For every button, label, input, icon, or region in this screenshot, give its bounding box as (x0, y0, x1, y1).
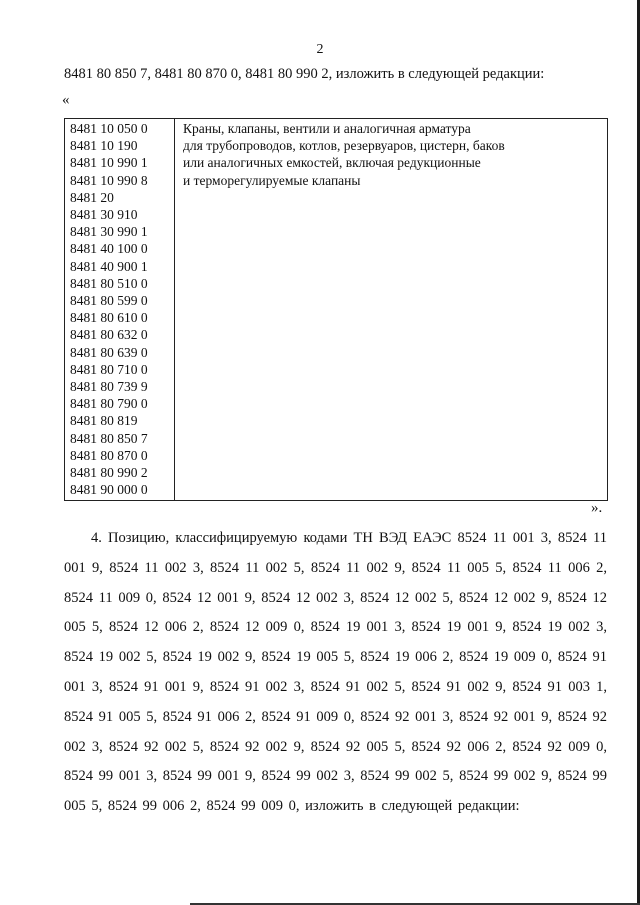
code-cell: 8481 40 900 1 (70, 258, 148, 274)
code-cell: 8481 80 510 0 (70, 275, 148, 291)
code-cell: 8481 10 990 8 (70, 172, 148, 188)
code-cell: 8481 80 850 7 (70, 430, 148, 446)
page-number: 2 (316, 42, 324, 57)
description-column (183, 120, 505, 189)
code-cell: 8481 40 100 0 (70, 241, 148, 257)
code-cell: 8481 80 632 0 (70, 327, 148, 343)
column-divider (174, 119, 175, 500)
code-cell: 8481 20 (70, 189, 114, 205)
code-cell: 8481 80 599 0 (70, 293, 148, 309)
code-cell: 8481 80 990 2 (70, 465, 148, 481)
code-cell: 8481 80 710 0 (70, 361, 148, 377)
description-line: для трубопроводов, котлов, резервуаров, цистерн, баков (183, 138, 505, 154)
code-table (64, 118, 608, 501)
close-quote: ». (591, 500, 603, 516)
code-cell: 8481 80 639 0 (70, 344, 148, 360)
intro-text: 8481 80 850 7, 8481 80 870 0, 8481 80 990 2, изложить в следующей редакции: (64, 66, 545, 82)
open-quote: « (62, 92, 70, 108)
code-cell: 8481 80 819 (70, 413, 138, 429)
description-line: или аналогичных емкостей, включая редукционные (183, 155, 481, 171)
code-column (70, 120, 148, 498)
code-cell: 8481 10 190 (70, 138, 138, 154)
code-cell: 8481 80 739 9 (70, 379, 148, 395)
description-line: и терморегулируемые клапаны (183, 172, 361, 188)
code-cell: 8481 10 990 1 (70, 155, 148, 171)
code-cell: 8481 30 910 (70, 207, 138, 223)
code-cell: 8481 80 870 0 (70, 447, 148, 463)
code-cell: 8481 30 990 1 (70, 224, 148, 240)
code-cell: 8481 80 610 0 (70, 310, 148, 326)
description-line: Краны, клапаны, вентили и аналогичная арматура (183, 121, 471, 136)
code-cell: 8481 80 790 0 (70, 396, 148, 412)
paragraph-4: 4. Позицию, классифицируемую кодами ТН ВЭД ЕАЭС 8524 11 001 3, 8524 11 001 9, 8524 11 002 3, 8524 11 002 5, 8524 11 002 9, 8524 11 005 5, 8524 11 006 2, 8524 11 009 0, 8524 12 001 9, 8524 12 002 3, 8524 12 002 5, 8524 12 002 9, 8524 12 005 5, 8524 12 006 2, 8524 12 009 0, 8524 19 001 3, 8524 19 001 9, 8524 19 002 3, 8524 19 002 5, 8524 19 002 9, 8524 19 005 5, 8524 19 006 2, 8524 19 009 0, 8524 91 001 3, 8524 91 001 9, 8524 91 002 3, 8524 91 002 5, 8524 91 002 9, 8524 91 003 1, 8524 91 005 5, 8524 91 006 2, 8524 91 009 0, 8524 92 001 3, 8524 92 001 9, 8524 92 002 3, 8524 92 002 5, 8524 92 002 9, 8524 92 005 5, 8524 92 006 2, 8524 92 009 0, 8524 99 001 3, 8524 99 001 9, 8524 99 002 3, 8524 99 002 5, 8524 99 002 9, 8524 99 005 5, 8524 99 006 2, 8524 99 009 0, изложить в следующей редакции: (64, 530, 607, 815)
code-cell: 8481 90 000 0 (70, 482, 148, 498)
code-cell: 8481 10 050 0 (70, 121, 148, 136)
